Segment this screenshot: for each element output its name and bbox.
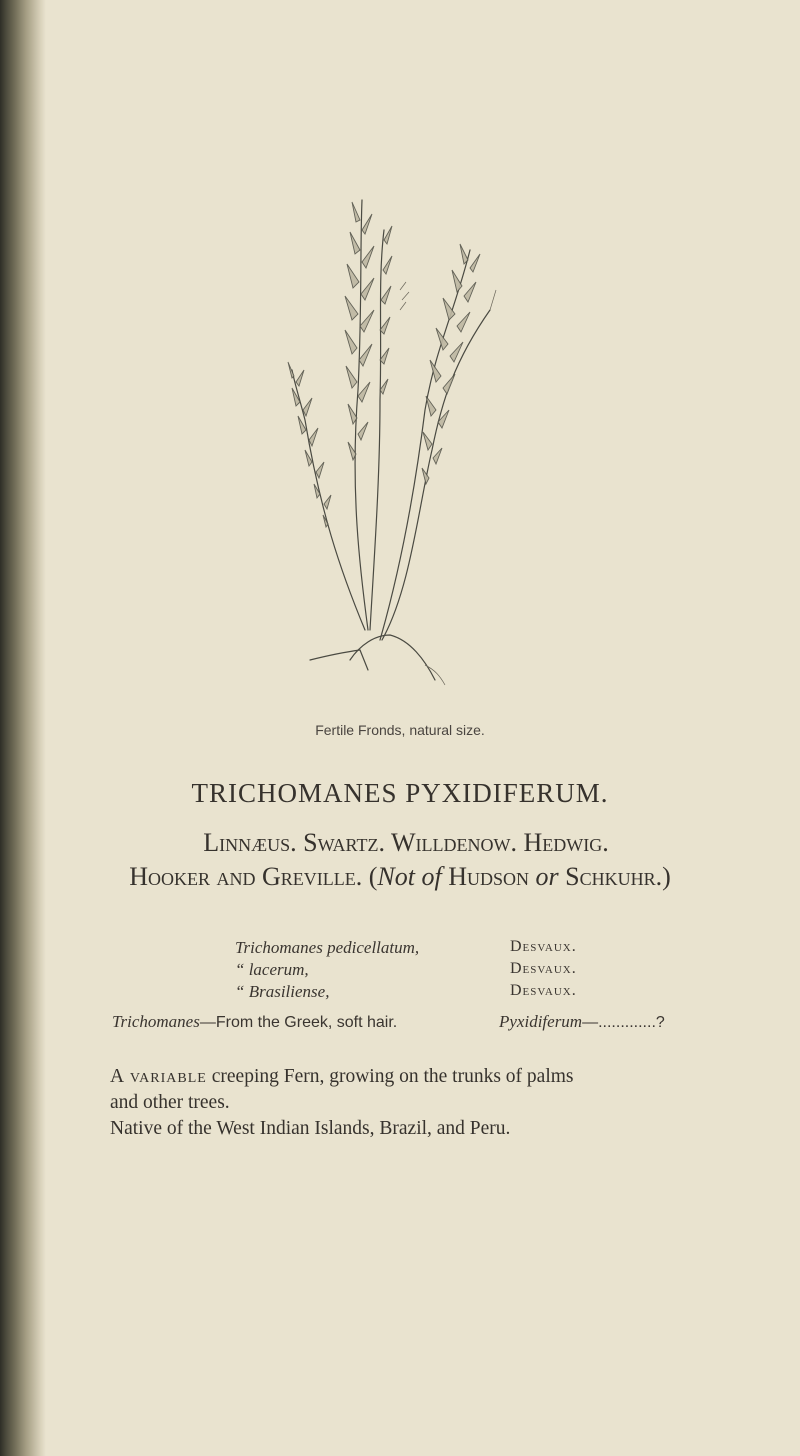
- synonym-name: “ Brasiliense,: [235, 982, 330, 1001]
- page-title: TRICHOMANES PYXIDIFERUM.: [191, 778, 609, 808]
- etymology-pyx-term: Pyxidiferum: [499, 1012, 583, 1031]
- description-lead: A variable: [110, 1066, 207, 1087]
- description-line-3: Native of the West Indian Islands, Brazil, and Peru.: [110, 1118, 511, 1139]
- authors-line-2-start: Hooker and Greville. (: [129, 862, 378, 891]
- authors-line-2-end: Schkuhr.): [558, 862, 671, 891]
- etymology-line: [112, 1012, 712, 1032]
- authors-line-1: Linnæus. Swartz. Willdenow. Hedwig.: [203, 828, 609, 857]
- etymology-pyxidiferum: [499, 1012, 665, 1032]
- description-line-1: [110, 1066, 574, 1088]
- fern-fronds-illustration: [250, 190, 530, 690]
- synonym-name: Trichomanes pedicellatum,: [235, 938, 420, 957]
- authors-line-2: [0, 862, 800, 892]
- synonym-author: Desvaux.: [510, 938, 577, 955]
- etymology-text: —From the Greek, soft hair.: [199, 1014, 398, 1031]
- synonym-author: Desvaux.: [510, 982, 577, 999]
- authors-not-of: Not of: [377, 862, 442, 891]
- authors-hudson: Hudson: [441, 862, 536, 891]
- description-line-1-rest: creeping Fern, growing on the trunks of palms: [206, 1066, 574, 1087]
- etymology-pyx-text: —.............?: [582, 1014, 665, 1031]
- figure-caption: Fertile Fronds, natural size.: [315, 722, 485, 738]
- synonym-author: Desvaux.: [510, 960, 577, 977]
- authors-or: or: [535, 862, 559, 891]
- description-line-2: and other trees.: [110, 1092, 230, 1113]
- synonym-name: “ lacerum,: [235, 960, 309, 979]
- etymology-term: Trichomanes: [112, 1012, 200, 1031]
